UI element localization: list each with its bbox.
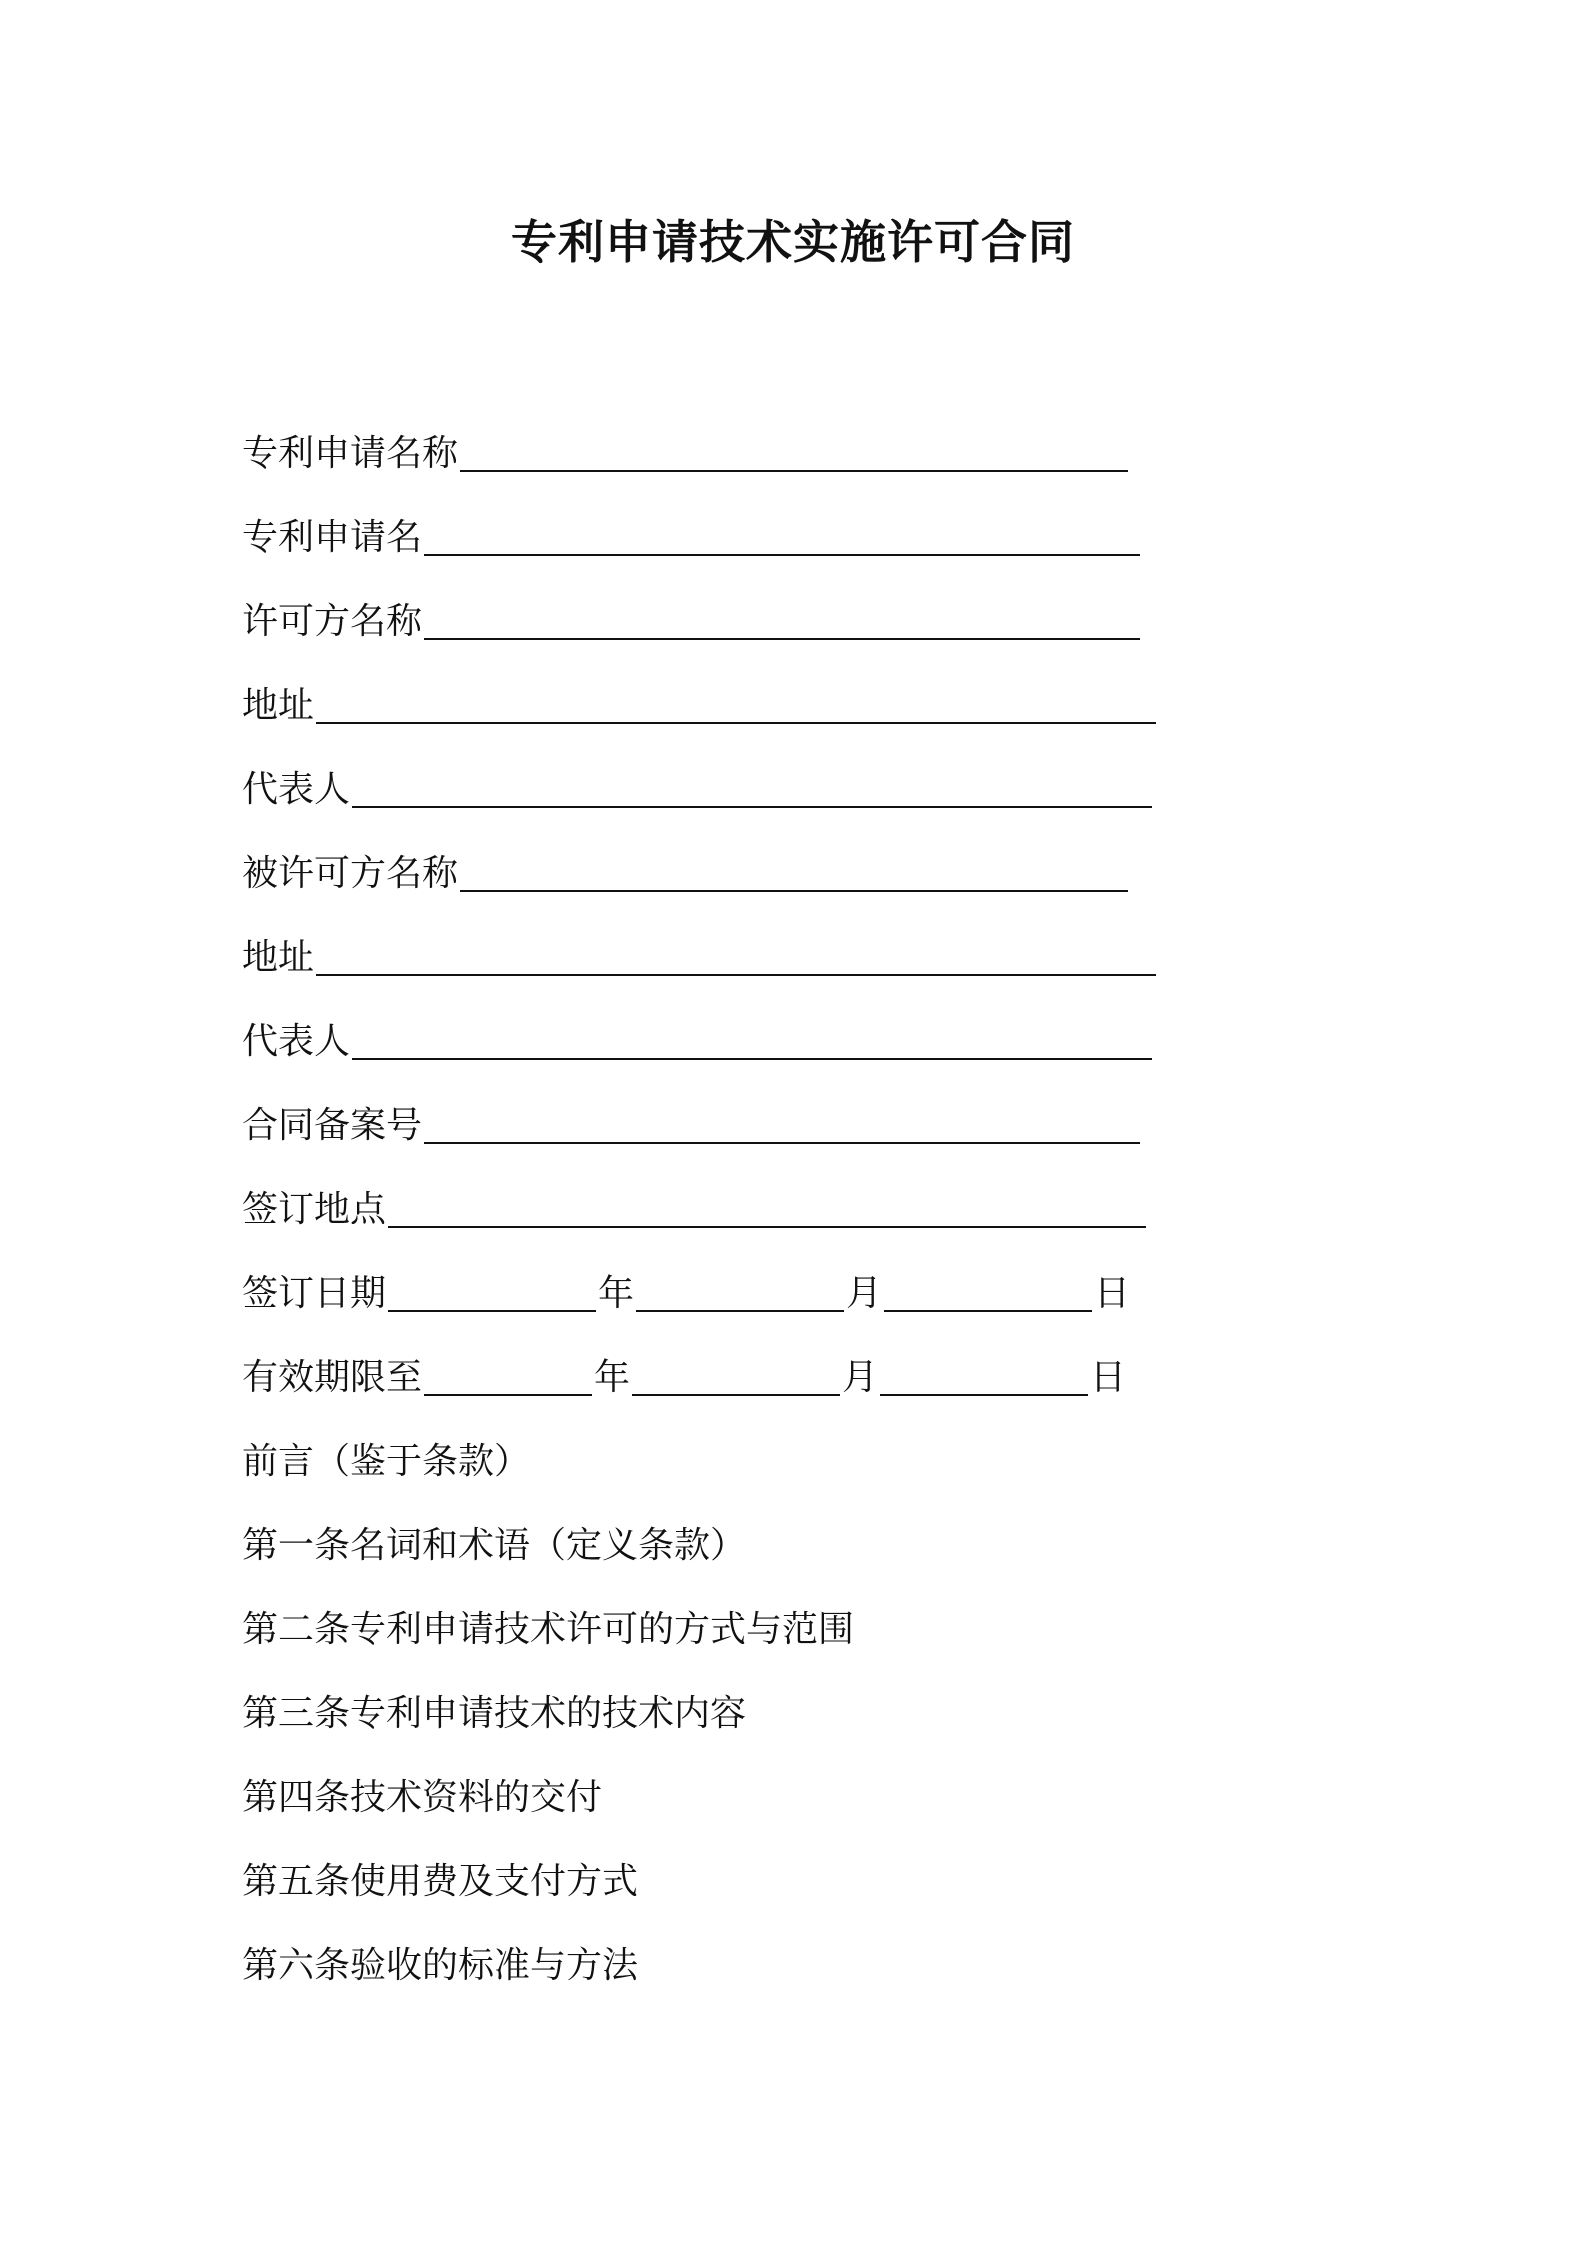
- field-label: 专利申请名称: [242, 433, 459, 474]
- blank-line: [460, 856, 1128, 892]
- day-unit: 日: [1094, 1273, 1131, 1314]
- field-label: 地址: [242, 937, 315, 978]
- field-label: 地址: [242, 685, 315, 726]
- section-article-1: [242, 1504, 1342, 1588]
- field-licensee-representative: [242, 1000, 1342, 1084]
- section-heading: 第一条名词和术语（定义条款）: [242, 1525, 747, 1566]
- field-label: 被许可方名称: [242, 853, 459, 894]
- section-heading: 第五条使用费及支付方式: [242, 1861, 639, 1902]
- blank-line: [352, 772, 1152, 808]
- day-unit: 日: [1090, 1357, 1127, 1398]
- section-article-2: [242, 1588, 1342, 1672]
- field-label: 代表人: [242, 1021, 351, 1062]
- blank-line: [424, 1108, 1140, 1144]
- year-unit: 年: [594, 1357, 631, 1398]
- blank-line: [424, 604, 1140, 640]
- section-article-3: [242, 1672, 1342, 1756]
- section-article-6: [242, 1924, 1342, 2008]
- field-valid-until: [242, 1336, 1342, 1420]
- field-contract-record-no: [242, 1084, 1342, 1168]
- blank-line: [352, 1024, 1152, 1060]
- field-licensor-name: [242, 580, 1342, 664]
- section-heading: 第三条专利申请技术的技术内容: [242, 1693, 747, 1734]
- field-label: 签订日期: [242, 1273, 387, 1314]
- field-signing-date: [242, 1252, 1342, 1336]
- month-unit: 月: [846, 1273, 883, 1314]
- section-preamble: [242, 1420, 1342, 1504]
- section-heading: 第四条技术资料的交付: [242, 1777, 603, 1818]
- blank-line: [388, 1192, 1146, 1228]
- field-label: 签订地点: [242, 1189, 387, 1230]
- section-article-4: [242, 1756, 1342, 1840]
- blank-line: [316, 688, 1156, 724]
- blank-line: [424, 1360, 592, 1396]
- blank-line: [460, 436, 1128, 472]
- field-label: 许可方名称: [242, 601, 423, 642]
- field-patent-application-no: [242, 496, 1342, 580]
- field-signing-place: [242, 1168, 1342, 1252]
- field-label: 代表人: [242, 769, 351, 810]
- blank-line: [316, 940, 1156, 976]
- field-licensee-address: [242, 916, 1342, 1000]
- field-patent-application-name: [242, 412, 1342, 496]
- blank-line: [880, 1360, 1088, 1396]
- year-unit: 年: [598, 1273, 635, 1314]
- blank-line: [388, 1276, 596, 1312]
- section-heading: 前言（鉴于条款）: [242, 1441, 531, 1482]
- field-label: 有效期限至: [242, 1357, 423, 1398]
- field-label: 合同备案号: [242, 1105, 423, 1146]
- field-licensor-representative: [242, 748, 1342, 832]
- section-heading: 第二条专利申请技术许可的方式与范围: [242, 1609, 855, 1650]
- blank-line: [884, 1276, 1092, 1312]
- section-article-5: [242, 1840, 1342, 1924]
- field-licensor-address: [242, 664, 1342, 748]
- contract-fields: [242, 412, 1342, 2008]
- blank-line: [424, 520, 1140, 556]
- blank-line: [636, 1276, 844, 1312]
- section-heading: 第六条验收的标准与方法: [242, 1945, 639, 1986]
- field-label: 专利申请名: [242, 517, 423, 558]
- blank-line: [632, 1360, 840, 1396]
- month-unit: 月: [842, 1357, 879, 1398]
- document-title: 专利申请技术实施许可合同: [511, 215, 1075, 269]
- field-licensee-name: [242, 832, 1342, 916]
